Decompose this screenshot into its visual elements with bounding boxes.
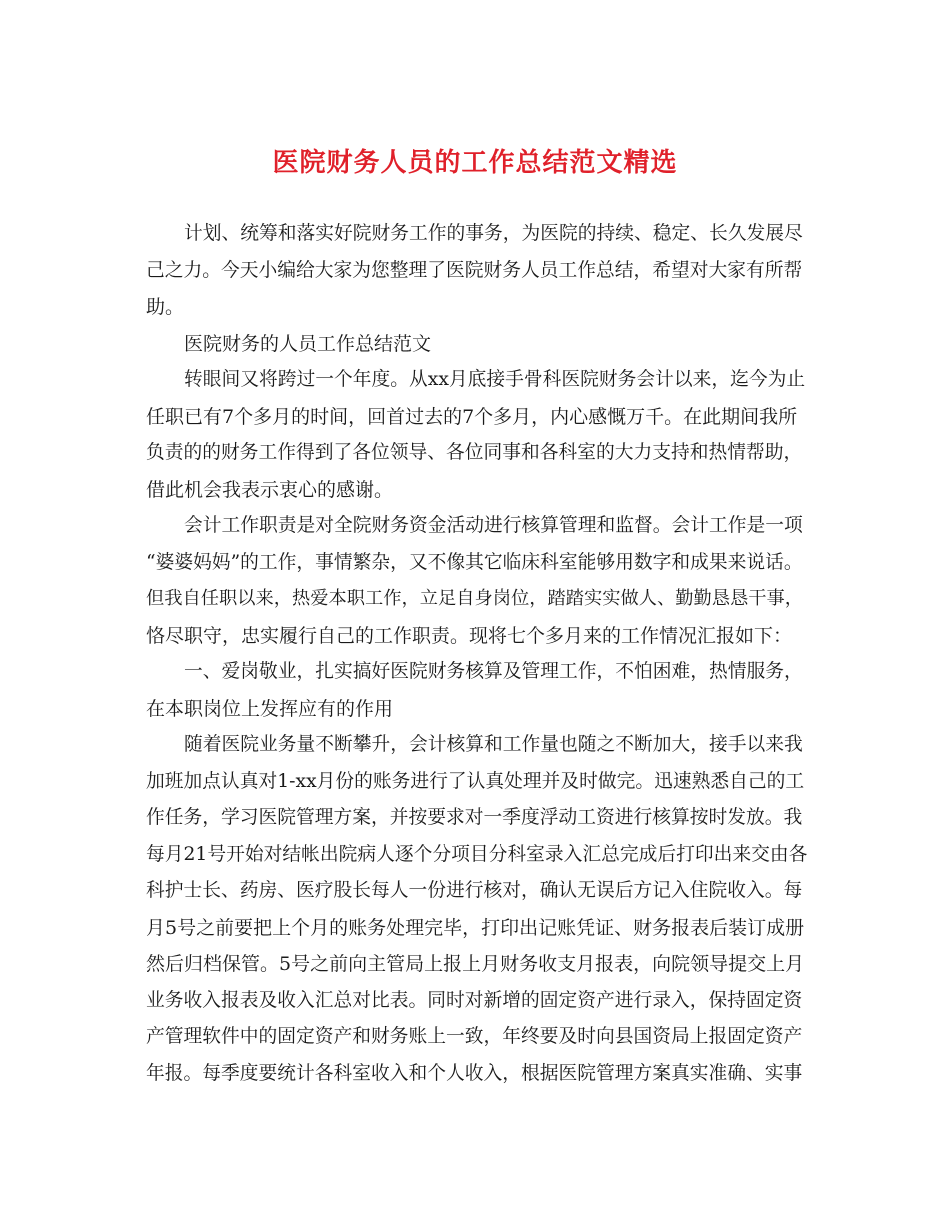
body-line: 会计工作职责是对全院财务资金活动进行核算管理和监督。会计工作是一项 bbox=[184, 515, 803, 536]
body-line: 转眼间又将跨过一个年度。从xx月底接手骨科医院财务会计以来，迄今为止 bbox=[184, 369, 806, 390]
body-line: 每月21号开始对结帐出院病人逐个分项目分科室录入汇总完成后打印出来交由各 bbox=[146, 843, 808, 865]
body-line: 产管理软件中的固定资产和财务账上一致，年终要及时向县国资局上报固定资产 bbox=[146, 1026, 803, 1047]
body-line: 加班加点认真对1-xx月份的账务进行了认真处理并及时做完。迅速熟悉自己的工 bbox=[146, 770, 805, 792]
body-line: 在本职岗位上发挥应有的作用 bbox=[146, 697, 394, 720]
body-line: 作任务，学习医院管理方案，并按要求对一季度浮动工资进行核算按时发放。我 bbox=[146, 807, 803, 828]
body-line: 然后归档保管。5号之前向主管局上报上月财务收支月报表，向院领导提交上月 bbox=[146, 953, 805, 975]
body-line: 助。 bbox=[146, 296, 185, 318]
body-line: 恪尽职守，忠实履行自己的工作职责。现将七个多月来的工作情况汇报如下： bbox=[146, 624, 793, 647]
body-line: 月5号之前要把上个月的账务处理完毕，打印出记账凭证、财务报表后装订成册 bbox=[146, 916, 805, 939]
body-line: 任职已有7个多月的时间，回首过去的7个多月，内心感慨万千。在此期间我所 bbox=[146, 405, 798, 428]
body-line: 业务收入报表及收入汇总对比表。同时对新增的固定资产进行录入，保持固定资 bbox=[146, 989, 803, 1011]
body-line: 借此机会我表示衷心的感谢。 bbox=[146, 478, 394, 501]
document-body bbox=[146, 216, 810, 1092]
body-line: 年报。每季度要统计各科室收入和个人收入，根据医院管理方案真实准确、实事 bbox=[146, 1062, 803, 1084]
body-line: 医院财务的人员工作总结范文 bbox=[184, 332, 432, 355]
body-line: 计划、统筹和落实好院财务工作的事务，为医院的持续、稳定、长久发展尽 bbox=[184, 223, 803, 244]
body-line: 但我自任职以来，热爱本职工作，立足自身岗位，踏踏实实做人、勤勤恳恳干事， bbox=[146, 588, 803, 609]
document-title: 医院财务人员的工作总结范文精选 bbox=[272, 148, 678, 178]
body-line: 科护士长、药房、医疗股长每人一份进行核对，确认无误后方记入住院收入。每 bbox=[146, 880, 803, 901]
body-line: 己之力。今天小编给大家为您整理了医院财务人员工作总结，希望对大家有所帮 bbox=[146, 259, 803, 281]
body-line: 随着医院业务量不断攀升，会计核算和工作量也随之不断加大，接手以来我 bbox=[184, 734, 803, 755]
body-line: 负责的的财务工作得到了各位领导、各位同事和各科室的大力支持和热情帮助， bbox=[146, 442, 803, 463]
body-line: 一、爱岗敬业，扎实搞好医院财务核算及管理工作，不怕困难，热情服务， bbox=[184, 661, 803, 682]
body-line: “婆婆妈妈”的工作，事情繁杂，又不像其它临床科室能够用数字和成果来说话。 bbox=[146, 551, 803, 573]
